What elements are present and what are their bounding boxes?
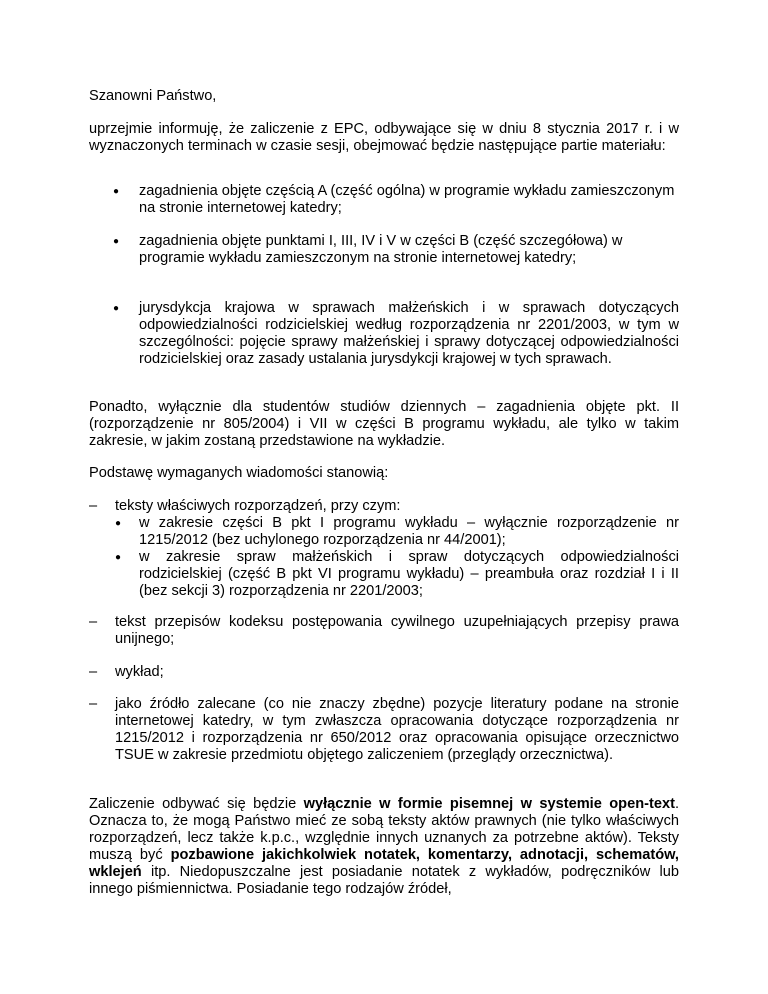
bullet-marker: ● bbox=[115, 518, 122, 529]
sub-item-text: w zakresie spraw małżeńskich i spraw dotyczących odpowiedzialności rodzicielskiej (część B pkt VI programu wykładu) – preambuła oraz rozdział I i II (bez sekcji 3) rozporządzenia nr 2201/2003; bbox=[139, 549, 679, 599]
rules-bold-2: pozbawione jakichkolwiek notatek, komentarzy, adnotacji, schematów, wklejeń bbox=[89, 847, 679, 880]
rules-text-3: itp. Niedopuszczalne jest posiadanie notatek z wykładów, podręczników lub innego piśmiennictwa. Posiadanie tego rodzajów źródeł, bbox=[89, 864, 679, 897]
dash-item bbox=[89, 664, 679, 681]
dash-text: jako źródło zalecane (co nie znaczy zbędne) pozycje literatury podane na stronie internetowej katedry, w tym zwłaszcza opracowania dotyczące rozporządzenia nr 1215/2012 i rozporządzenia nr 650/2012 oraz opracowania opisujące orzecznictwo TSUE w zakresie przedmiotu objętego zaliczeniem (przeglądy orzecznictwa). bbox=[115, 696, 679, 763]
rules-paragraph bbox=[89, 796, 679, 898]
bullet-text: zagadnienia objęte punktami I, III, IV i V w części B (część szczegółowa) w programie wykładu zamieszczonym na stronie internetowej katedry; bbox=[139, 233, 623, 266]
dash-marker: – bbox=[89, 498, 98, 514]
rules-bold-1: wyłącznie w formie pisemnej w systemie open-text bbox=[303, 796, 675, 812]
bullet-marker: ● bbox=[113, 303, 120, 314]
dash-text: wykład; bbox=[115, 664, 164, 680]
list-item bbox=[113, 300, 679, 368]
extra-paragraph: Ponadto, wyłącznie dla studentów studiów dziennych – zagadnienia objęte pkt. II (rozporządzenie nr 805/2004) i VII w części B programu wykładu, ale tylko w takim zakresie, w jakim zostaną przedstawione na wykładzie. bbox=[89, 399, 679, 449]
dash-text: tekst przepisów kodeksu postępowania cywilnego uzupełniających przepisy prawa unijnego; bbox=[115, 614, 679, 647]
list-item bbox=[113, 183, 679, 217]
sub-item-text: w zakresie części B pkt I programu wykładu – wyłącznie rozporządzenie nr 1215/2012 (bez uchylonego rozporządzenia nr 44/2001); bbox=[139, 515, 679, 548]
rules-text-2: . Oznacza to, że mogą Państwo mieć ze sobą teksty aktów prawnych (nie tylko właściwych rozporządzeń, lecz także k.p.c., względnie innych uznanych za potrzebne aktów). Teksty muszą być bbox=[89, 796, 679, 863]
dash-marker: – bbox=[89, 696, 98, 712]
basis-intro: Podstawę wymaganych wiadomości stanowią: bbox=[89, 465, 389, 481]
bullet-marker: ● bbox=[115, 552, 122, 563]
dash-text: teksty właściwych rozporządzeń, przy czym: bbox=[115, 498, 401, 514]
bullet-text: zagadnienia objęte częścią A (część ogólna) w programie wykładu zamieszczonym na stronie internetowej katedry; bbox=[139, 183, 675, 216]
bullet-marker: ● bbox=[113, 236, 120, 247]
rules-text-1: Zaliczenie odbywać się będzie bbox=[89, 796, 304, 812]
dash-marker: – bbox=[89, 664, 98, 680]
sub-list-item bbox=[115, 515, 679, 549]
dash-item bbox=[89, 696, 679, 764]
list-item bbox=[113, 233, 679, 267]
dash-marker: – bbox=[89, 614, 98, 630]
intro-paragraph: uprzejmie informuję, że zaliczenie z EPC, odbywające się w dniu 8 stycznia 2017 r. i w wyznaczonych terminach w czasie sesji, obejmować będzie następujące partie materiału: bbox=[89, 121, 679, 154]
sub-list-item bbox=[115, 549, 679, 600]
bullet-text: jurysdykcja krajowa w sprawach małżeńskich i w sprawach dotyczących odpowiedzialności rodzicielskiej według rozporządzenia nr 2201/2003, w tym w szczególności: pojęcie sprawy małżeńskiej i sprawy dotyczącej odpowiedzialności rodzicielskiej oraz zasady ustalania jurysdykcji krajowej w tych sprawach. bbox=[139, 300, 679, 367]
bullet-marker: ● bbox=[113, 186, 120, 197]
greeting: Szanowni Państwo, bbox=[89, 88, 217, 104]
dash-item bbox=[89, 498, 679, 600]
dash-item bbox=[89, 614, 679, 648]
